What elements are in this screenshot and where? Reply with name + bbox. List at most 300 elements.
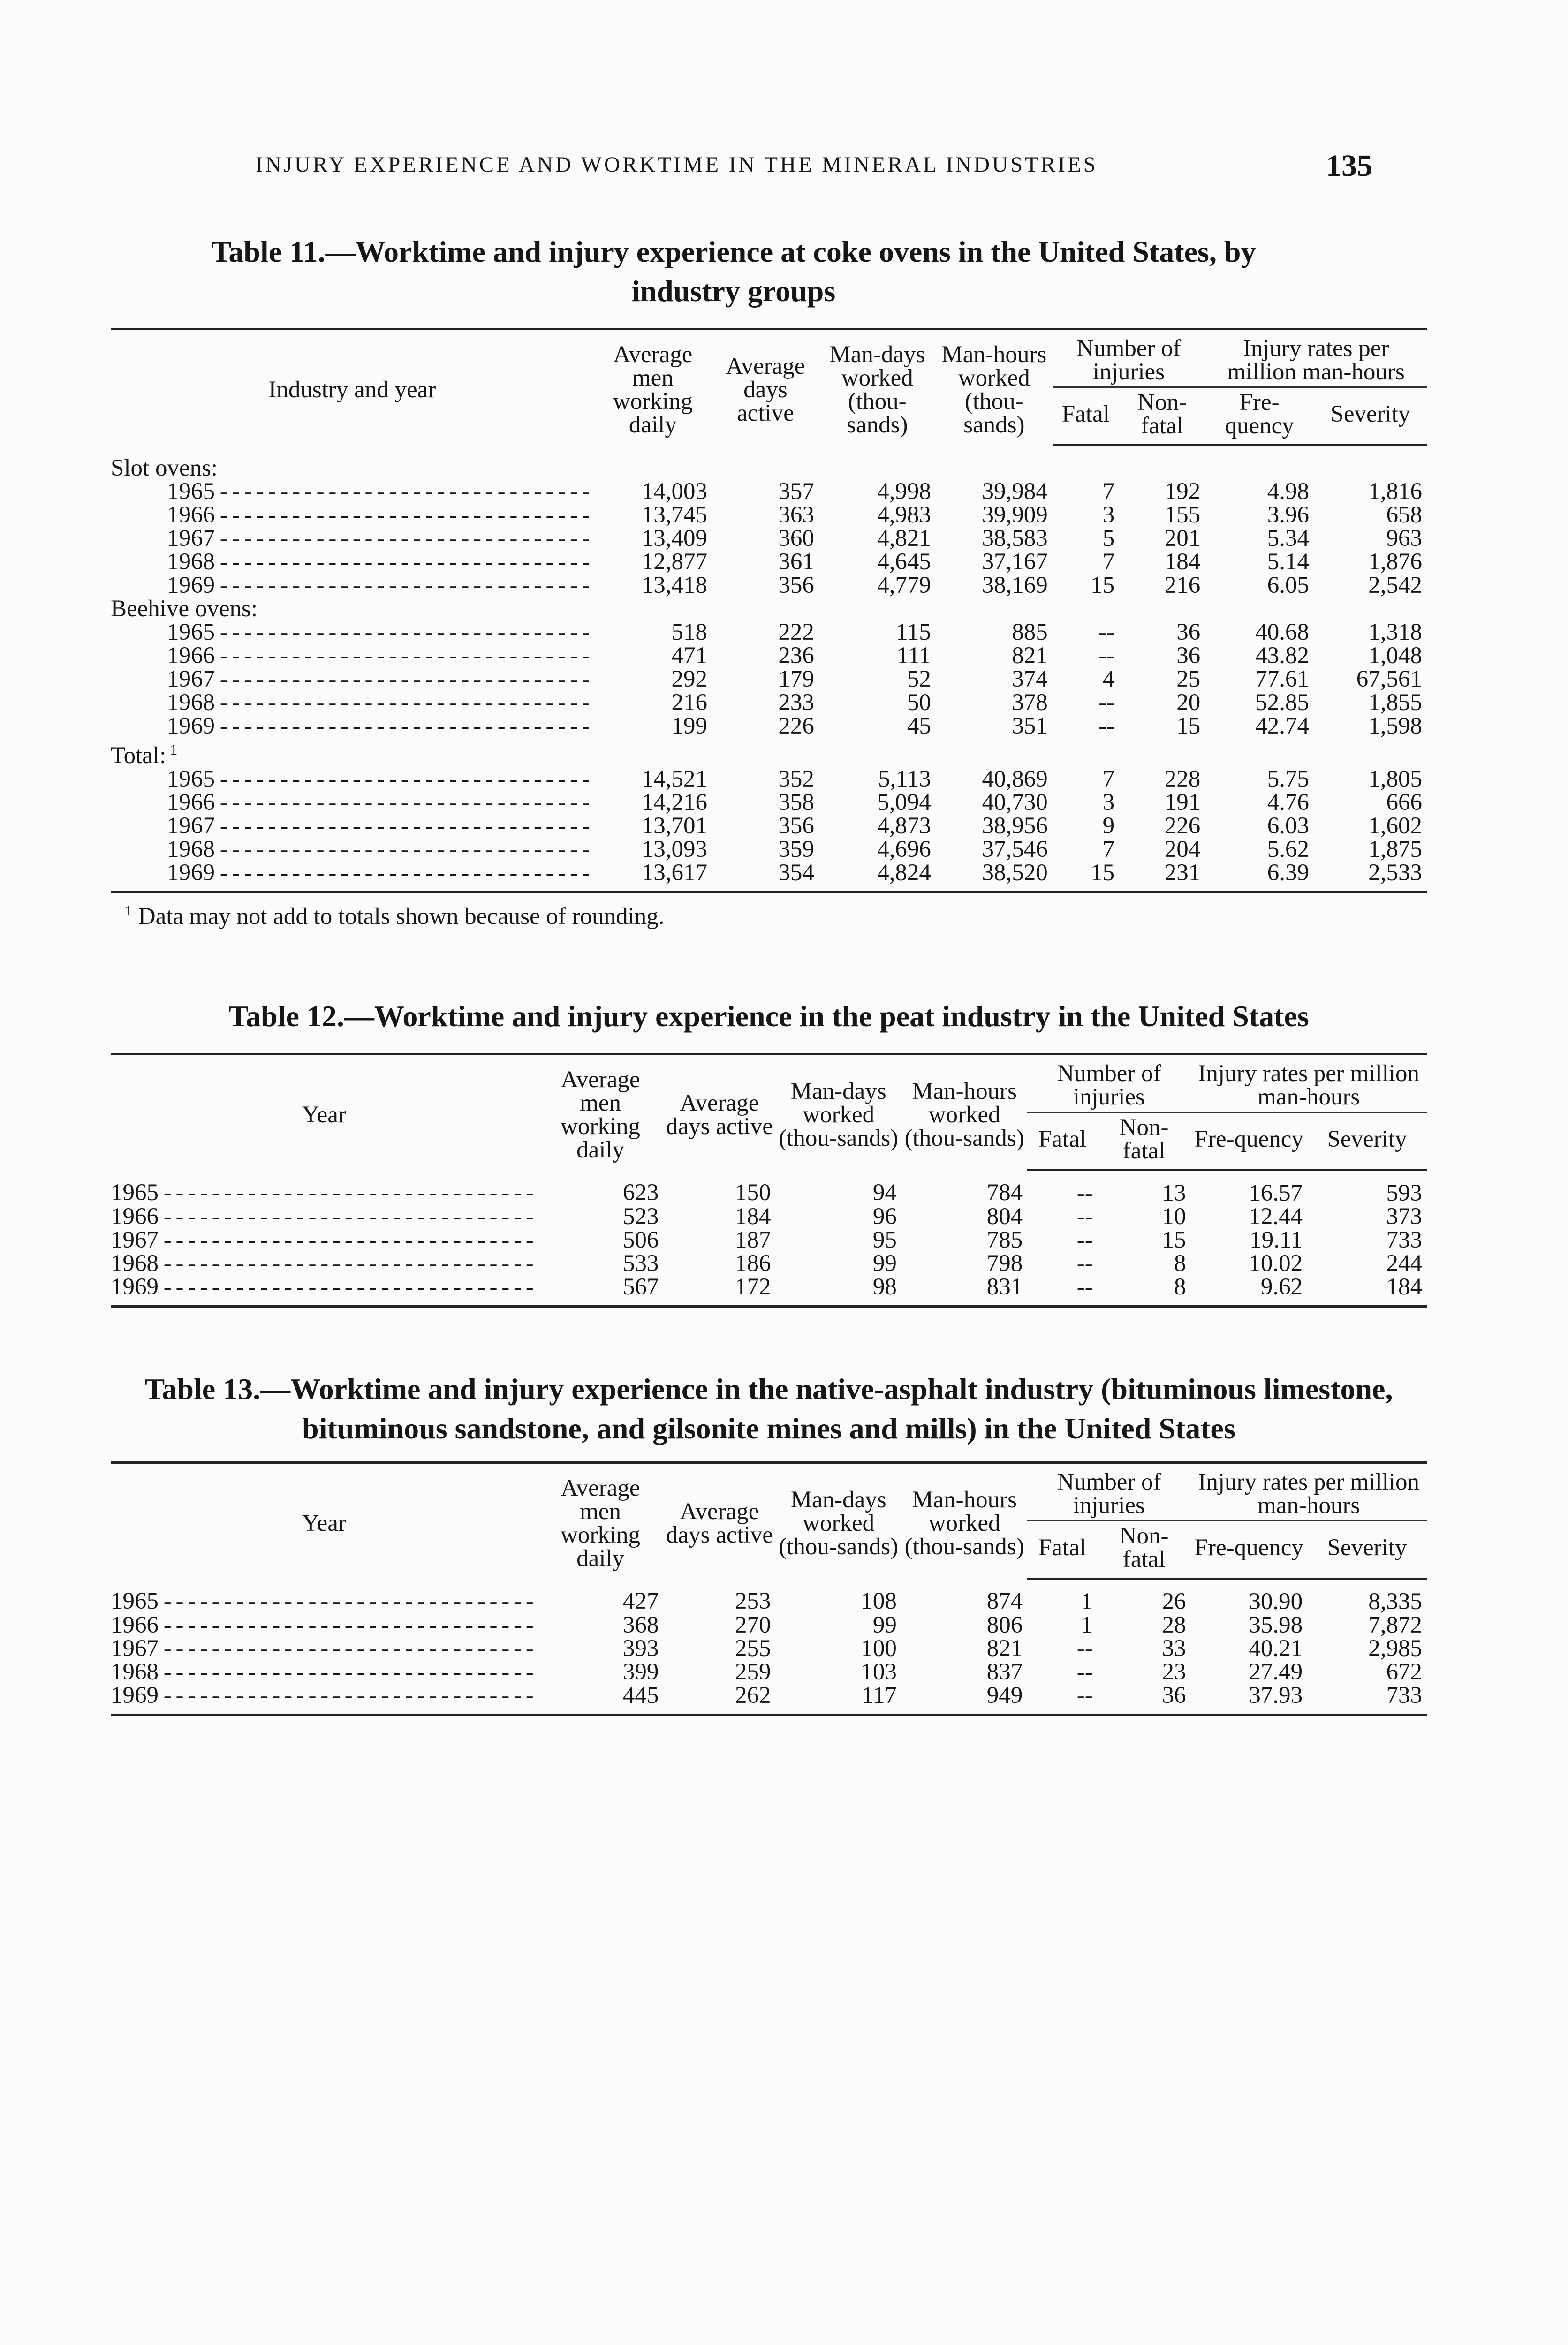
row-label: 1969 - - - xyxy=(111,1274,533,1300)
cell-avg-days: 184 xyxy=(735,1203,771,1230)
row-label: 1968 - - - xyxy=(167,689,589,716)
table-row xyxy=(111,1228,1427,1252)
table-row xyxy=(111,550,1427,574)
cell-frequency: 4.76 xyxy=(1267,789,1309,816)
cell-man-hours: 831 xyxy=(901,1275,1027,1307)
cell-man-hours: 837 xyxy=(986,1659,1023,1685)
table-row xyxy=(111,1205,1427,1228)
cell-fatal: 7 xyxy=(1102,549,1115,575)
cell-year xyxy=(111,480,594,503)
cell-year xyxy=(111,691,594,714)
cell-avg-men: 471 xyxy=(671,643,707,669)
cell-frequency: 10.02 xyxy=(1249,1250,1303,1277)
cell-severity: 1,598 xyxy=(1368,713,1422,739)
cell-man-days: 4,998 xyxy=(877,478,931,505)
cell-avg-days: 356 xyxy=(778,572,814,598)
cell-avg-men: 14,216 xyxy=(641,789,707,816)
cell-frequency: 37.93 xyxy=(1190,1684,1307,1715)
cell-severity: 2,985 xyxy=(1368,1635,1422,1662)
cell-fatal: -- xyxy=(1098,643,1115,669)
table-11-footnote xyxy=(125,902,1427,930)
cell-nonfatal: 192 xyxy=(1164,478,1201,505)
cell-avg-men: 292 xyxy=(671,666,707,692)
cell-year xyxy=(111,1252,538,1275)
cell-severity: 733 xyxy=(1307,1684,1427,1715)
table-11 xyxy=(111,232,1427,930)
cell-frequency: 19.11 xyxy=(1250,1227,1303,1253)
col-header-avg-men: Average men working daily xyxy=(594,329,712,446)
table-row xyxy=(111,1252,1427,1275)
row-label: 1965 - - - xyxy=(167,766,589,792)
cell-year xyxy=(111,714,594,738)
table-row xyxy=(111,503,1427,527)
cell-nonfatal: 26 xyxy=(1162,1589,1186,1615)
cell-avg-days: 360 xyxy=(778,525,814,552)
table-row xyxy=(111,791,1427,814)
row-label: 1968 - - - xyxy=(111,1659,533,1685)
cell-fatal: 5 xyxy=(1102,525,1115,552)
table-12-caption: Table 12.—Worktime and injury experience in the peat industry in the United States xyxy=(228,999,1309,1033)
table-11-grid xyxy=(111,328,1427,893)
cell-severity: 1,602 xyxy=(1368,813,1422,839)
cell-avg-men: 506 xyxy=(622,1227,659,1253)
cell-man-days: 4,645 xyxy=(877,549,931,575)
cell-year xyxy=(111,644,594,667)
cell-severity: 658 xyxy=(1386,502,1422,528)
cell-nonfatal: 184 xyxy=(1164,549,1201,575)
cell-avg-days: 150 xyxy=(735,1180,771,1206)
cell-man-hours: 885 xyxy=(1012,619,1048,645)
col-header-avg-days: Average days active xyxy=(663,1463,775,1579)
col-header-nonfatal: Non-fatal xyxy=(1098,1521,1191,1579)
table-row xyxy=(111,667,1427,691)
col-header-num-injuries: Number of injuries xyxy=(1027,1054,1190,1112)
col-header-avg-days: Average days active xyxy=(712,329,819,446)
cell-severity: 733 xyxy=(1386,1227,1422,1253)
cell-avg-men: 393 xyxy=(622,1635,659,1662)
col-header-fatal: Fatal xyxy=(1053,387,1119,446)
cell-severity: 373 xyxy=(1386,1203,1422,1230)
cell-frequency: 16.57 xyxy=(1249,1180,1303,1206)
cell-frequency: 40.21 xyxy=(1249,1635,1303,1662)
table-row xyxy=(111,714,1427,738)
cell-severity: 67,561 xyxy=(1356,666,1422,692)
cell-avg-days: 356 xyxy=(778,813,814,839)
group-label xyxy=(111,738,1427,767)
table-row xyxy=(111,527,1427,550)
cell-man-days: 50 xyxy=(907,689,931,716)
cell-man-hours: 40,730 xyxy=(982,789,1048,816)
row-label: 1965 - - - xyxy=(167,619,589,645)
cell-avg-men: 567 xyxy=(538,1275,664,1307)
row-label: 1965 - - - xyxy=(111,1588,533,1614)
cell-fatal: -- xyxy=(1076,1203,1093,1230)
cell-frequency: 6.05 xyxy=(1267,572,1309,598)
cell-man-hours: 40,869 xyxy=(982,766,1048,792)
col-header-avg-men: Average men working daily xyxy=(538,1054,664,1171)
cell-man-hours: 784 xyxy=(986,1180,1023,1206)
cell-man-days: 99 xyxy=(872,1612,897,1638)
col-header-avg-days: Average days active xyxy=(663,1054,775,1171)
cell-frequency: 6.03 xyxy=(1267,813,1309,839)
cell-fatal: 1 xyxy=(1081,1589,1093,1615)
table-12-body xyxy=(111,1170,1427,1307)
cell-man-hours: 38,583 xyxy=(982,525,1048,552)
cell-fatal: -- xyxy=(1076,1227,1093,1253)
cell-frequency: 5.34 xyxy=(1267,525,1309,552)
row-label: 1965 - - - xyxy=(167,478,589,505)
cell-avg-days: 270 xyxy=(735,1612,771,1638)
table-row xyxy=(111,767,1427,791)
cell-severity: 1,876 xyxy=(1368,549,1422,575)
cell-frequency: 5.75 xyxy=(1267,766,1309,792)
cell-nonfatal: 13 xyxy=(1162,1180,1186,1206)
cell-frequency: 9.62 xyxy=(1190,1275,1307,1307)
cell-avg-men: 14,521 xyxy=(641,766,707,792)
table-row xyxy=(111,1613,1427,1637)
cell-nonfatal: 204 xyxy=(1164,836,1201,862)
cell-nonfatal: 10 xyxy=(1162,1203,1186,1230)
table-row xyxy=(111,1660,1427,1684)
table-row xyxy=(111,644,1427,667)
cell-avg-days: 172 xyxy=(663,1275,775,1307)
cell-man-days: 4,696 xyxy=(877,836,931,862)
col-header-injury-rates: Injury rates per million man-hours xyxy=(1205,329,1427,387)
cell-man-hours: 37,167 xyxy=(982,549,1048,575)
cell-avg-men: 199 xyxy=(671,713,707,739)
cell-man-days: 4,779 xyxy=(877,572,931,598)
cell-man-days: 117 xyxy=(775,1684,901,1715)
cell-year xyxy=(111,1613,538,1637)
cell-nonfatal: 33 xyxy=(1162,1635,1186,1662)
cell-frequency: 4.98 xyxy=(1267,478,1309,505)
cell-avg-men: 623 xyxy=(622,1180,659,1206)
row-label: 1969 - - - xyxy=(167,713,589,739)
cell-year xyxy=(111,550,594,574)
cell-severity: 1,875 xyxy=(1368,836,1422,862)
cell-avg-days: 259 xyxy=(735,1659,771,1685)
cell-avg-men: 427 xyxy=(622,1588,659,1614)
group-label xyxy=(111,597,1427,620)
row-label: 1967 - - - xyxy=(111,1635,533,1662)
cell-severity: 8,335 xyxy=(1368,1589,1422,1615)
cell-avg-men: 399 xyxy=(622,1659,659,1685)
cell-severity: 593 xyxy=(1386,1180,1422,1206)
cell-frequency: 40.68 xyxy=(1255,619,1309,645)
row-label: 1968 - - - xyxy=(167,549,589,575)
cell-fatal: -- xyxy=(1098,713,1115,739)
cell-man-hours: 38,956 xyxy=(982,813,1048,839)
cell-man-days: 5,113 xyxy=(878,766,931,792)
cell-severity: 963 xyxy=(1386,525,1422,552)
col-header-nonfatal: Non-fatal xyxy=(1098,1112,1191,1171)
cell-avg-days: 354 xyxy=(712,861,819,893)
cell-nonfatal: 201 xyxy=(1164,525,1201,552)
cell-nonfatal: 28 xyxy=(1162,1612,1186,1638)
table-row xyxy=(111,1684,1427,1715)
cell-man-hours: 798 xyxy=(986,1250,1023,1277)
cell-nonfatal: 155 xyxy=(1164,502,1201,528)
cell-nonfatal: 228 xyxy=(1164,766,1201,792)
page-number: 135 xyxy=(1326,149,1372,183)
cell-man-hours: 874 xyxy=(986,1588,1023,1614)
cell-frequency: 12.44 xyxy=(1249,1203,1303,1230)
cell-man-days: 103 xyxy=(861,1659,897,1685)
cell-severity: 1,855 xyxy=(1368,689,1422,716)
cell-avg-men: 368 xyxy=(622,1612,659,1638)
cell-year xyxy=(111,667,594,691)
cell-nonfatal: 8 xyxy=(1174,1250,1186,1277)
cell-year xyxy=(111,574,594,597)
cell-nonfatal: 191 xyxy=(1164,789,1201,816)
cell-avg-days: 222 xyxy=(778,619,814,645)
cell-nonfatal: 23 xyxy=(1162,1659,1186,1685)
cell-avg-days: 186 xyxy=(735,1250,771,1277)
col-header-frequency: Fre-quency xyxy=(1190,1521,1307,1579)
col-header-year: Year xyxy=(111,1463,538,1579)
col-header-severity: Severity xyxy=(1314,387,1427,446)
cell-man-hours: 39,909 xyxy=(982,502,1048,528)
cell-avg-men: 13,617 xyxy=(594,861,712,893)
cell-avg-days: 236 xyxy=(778,643,814,669)
table-row xyxy=(111,1170,1427,1205)
row-label: 1969 - - - xyxy=(167,572,589,598)
cell-avg-men: 13,409 xyxy=(641,525,707,552)
col-header-num-injuries: Number of injuries xyxy=(1053,329,1205,387)
cell-fatal: -- xyxy=(1098,689,1115,716)
group-label-text: Slot ovens: xyxy=(111,455,218,481)
cell-nonfatal: 36 xyxy=(1176,619,1201,645)
col-header-man-hours: Man-hours worked (thou-sands) xyxy=(936,329,1053,446)
cell-year xyxy=(111,1660,538,1684)
cell-man-days: 115 xyxy=(896,619,931,645)
cell-fatal: -- xyxy=(1076,1180,1093,1206)
cell-man-days: 4,873 xyxy=(877,813,931,839)
cell-man-hours: 949 xyxy=(901,1684,1027,1715)
cell-man-hours: 374 xyxy=(1012,666,1048,692)
cell-avg-men: 445 xyxy=(538,1684,664,1715)
cell-frequency: 6.39 xyxy=(1205,861,1314,893)
cell-fatal: 7 xyxy=(1102,478,1115,505)
table-row xyxy=(111,1579,1427,1613)
table-row xyxy=(111,838,1427,861)
group-label-text: Total: xyxy=(111,742,167,769)
table-row xyxy=(111,1275,1427,1307)
cell-avg-men: 216 xyxy=(671,689,707,716)
table-row xyxy=(111,861,1427,893)
row-label: 1968 - - - xyxy=(111,1250,533,1277)
cell-severity: 2,533 xyxy=(1314,861,1427,893)
footnote-mark: 1 xyxy=(125,902,132,919)
row-label: 1966 - - - xyxy=(111,1612,533,1638)
cell-man-days: 98 xyxy=(775,1275,901,1307)
cell-fatal: -- xyxy=(1076,1635,1093,1662)
cell-nonfatal: 15 xyxy=(1176,713,1201,739)
cell-nonfatal: 216 xyxy=(1164,572,1201,598)
col-header-fatal: Fatal xyxy=(1027,1521,1097,1579)
cell-avg-men: 533 xyxy=(622,1250,659,1277)
cell-year xyxy=(111,1637,538,1660)
table-row xyxy=(111,480,1427,503)
row-label: 1966 - - - xyxy=(167,643,589,669)
col-header-frequency: Fre-quency xyxy=(1190,1112,1307,1171)
col-header-man-days: Man-days worked (thou-sands) xyxy=(775,1054,901,1171)
cell-year xyxy=(111,791,594,814)
group-label xyxy=(111,445,1427,480)
cell-frequency: 77.61 xyxy=(1255,666,1309,692)
cell-man-days: 4,983 xyxy=(877,502,931,528)
cell-avg-days: 253 xyxy=(735,1588,771,1614)
footnote-text: Data may not add to totals shown because of rounding. xyxy=(138,903,665,930)
cell-nonfatal: 20 xyxy=(1176,689,1201,716)
cell-fatal: 3 xyxy=(1102,502,1115,528)
cell-fatal: -- xyxy=(1098,619,1115,645)
cell-fatal: -- xyxy=(1076,1250,1093,1277)
cell-year xyxy=(111,1205,538,1228)
cell-severity: 1,048 xyxy=(1368,643,1422,669)
table-12 xyxy=(111,997,1427,1308)
cell-frequency: 30.90 xyxy=(1249,1589,1303,1615)
cell-nonfatal: 226 xyxy=(1164,813,1201,839)
cell-severity: 1,318 xyxy=(1368,619,1422,645)
cell-man-hours: 806 xyxy=(986,1612,1023,1638)
cell-nonfatal: 8 xyxy=(1098,1275,1191,1307)
group-header-row xyxy=(111,738,1427,767)
cell-frequency: 35.98 xyxy=(1249,1612,1303,1638)
running-title: INJURY EXPERIENCE AND WORKTIME IN THE MINERAL INDUSTRIES xyxy=(256,152,1098,177)
table-row xyxy=(111,814,1427,838)
row-label: 1967 - - - xyxy=(167,525,589,552)
cell-severity: 244 xyxy=(1386,1250,1422,1277)
col-header-severity: Severity xyxy=(1307,1112,1427,1171)
cell-man-days: 52 xyxy=(907,666,931,692)
cell-man-hours: 351 xyxy=(1012,713,1048,739)
table-13-caption: Table 13.—Worktime and injury experience in the native-asphalt industry (bituminous limestone, bituminous sandstone, and gilsonite mines and mills) in the United States xyxy=(144,1372,1393,1445)
cell-year xyxy=(111,1170,538,1205)
row-label: 1967 - - - xyxy=(167,666,589,692)
cell-man-days: 94 xyxy=(872,1180,897,1206)
table-13 xyxy=(111,1369,1427,1716)
cell-man-days: 45 xyxy=(907,713,931,739)
cell-man-hours: 821 xyxy=(1012,643,1048,669)
row-label: 1969 - - - xyxy=(111,1682,533,1709)
cell-year xyxy=(111,1228,538,1252)
cell-frequency: 27.49 xyxy=(1249,1659,1303,1685)
cell-avg-men: 12,877 xyxy=(641,549,707,575)
cell-man-days: 99 xyxy=(872,1250,897,1277)
row-label: 1967 - - - xyxy=(111,1227,533,1253)
cell-avg-days: 187 xyxy=(735,1227,771,1253)
cell-avg-days: 357 xyxy=(778,478,814,505)
cell-man-days: 108 xyxy=(861,1588,897,1614)
cell-man-days: 4,824 xyxy=(819,861,936,893)
cell-year xyxy=(111,767,594,791)
group-header-row xyxy=(111,597,1427,620)
cell-severity: 7,872 xyxy=(1368,1612,1422,1638)
cell-avg-days: 226 xyxy=(778,713,814,739)
cell-avg-days: 262 xyxy=(663,1684,775,1715)
col-header-man-days: Man-days worked (thou-sands) xyxy=(819,329,936,446)
col-header-injury-rates: Injury rates per million man-hours xyxy=(1190,1054,1427,1112)
cell-man-hours: 821 xyxy=(986,1635,1023,1662)
cell-avg-men: 13,701 xyxy=(641,813,707,839)
table-13-grid xyxy=(111,1461,1427,1716)
cell-avg-men: 518 xyxy=(671,619,707,645)
cell-year xyxy=(111,620,594,644)
table-row xyxy=(111,620,1427,644)
cell-nonfatal: 36 xyxy=(1098,1684,1191,1715)
cell-year xyxy=(111,814,594,838)
row-label: 1969 - - - xyxy=(167,860,589,886)
cell-frequency: 3.96 xyxy=(1267,502,1309,528)
cell-avg-days: 363 xyxy=(778,502,814,528)
col-header-num-injuries: Number of injuries xyxy=(1027,1463,1190,1521)
table-row xyxy=(111,1637,1427,1660)
cell-year xyxy=(111,1684,538,1715)
cell-avg-men: 13,745 xyxy=(641,502,707,528)
row-label: 1966 - - - xyxy=(111,1203,533,1230)
cell-frequency: 52.85 xyxy=(1255,689,1309,716)
col-header-industry-year: Industry and year xyxy=(111,329,594,446)
table-row xyxy=(111,574,1427,597)
table-row xyxy=(111,691,1427,714)
cell-man-hours: 38,169 xyxy=(982,572,1048,598)
cell-avg-men: 523 xyxy=(622,1203,659,1230)
row-label: 1966 - - - xyxy=(167,789,589,816)
row-label: 1966 - - - xyxy=(167,502,589,528)
cell-avg-days: 233 xyxy=(778,689,814,716)
cell-severity: 184 xyxy=(1307,1275,1427,1307)
cell-avg-days: 179 xyxy=(778,666,814,692)
cell-man-days: 111 xyxy=(897,643,931,669)
cell-avg-days: 352 xyxy=(778,766,814,792)
cell-man-days: 5,094 xyxy=(877,789,931,816)
table-11-caption: Table 11.—Worktime and injury experience at coke ovens in the United States, by industry groups xyxy=(211,235,1256,308)
cell-year xyxy=(111,503,594,527)
row-label: 1967 - - - xyxy=(167,813,589,839)
col-header-fatal: Fatal xyxy=(1027,1112,1097,1171)
cell-man-hours: 785 xyxy=(986,1227,1023,1253)
cell-nonfatal: 25 xyxy=(1176,666,1201,692)
cell-frequency: 5.62 xyxy=(1267,836,1309,862)
cell-man-days: 4,821 xyxy=(877,525,931,552)
col-header-injury-rates: Injury rates per million man-hours xyxy=(1190,1463,1427,1521)
col-header-nonfatal: Non-fatal xyxy=(1119,387,1205,446)
col-header-severity: Severity xyxy=(1307,1521,1427,1579)
cell-avg-days: 358 xyxy=(778,789,814,816)
table-13-body xyxy=(111,1579,1427,1715)
cell-frequency: 42.74 xyxy=(1255,713,1309,739)
cell-nonfatal: 36 xyxy=(1176,643,1201,669)
cell-nonfatal: 15 xyxy=(1162,1227,1186,1253)
cell-year xyxy=(111,1275,538,1307)
cell-man-hours: 37,546 xyxy=(982,836,1048,862)
cell-avg-days: 255 xyxy=(735,1635,771,1662)
cell-avg-days: 361 xyxy=(778,549,814,575)
group-label-text: Beehive ovens: xyxy=(111,596,258,622)
footnote-ref: 1 xyxy=(166,741,178,758)
group-header-row xyxy=(111,445,1427,480)
cell-avg-men: 13,093 xyxy=(641,836,707,862)
cell-frequency: 5.14 xyxy=(1267,549,1309,575)
col-header-avg-men: Average men working daily xyxy=(538,1463,664,1579)
cell-year xyxy=(111,1579,538,1613)
cell-man-days: 96 xyxy=(872,1203,897,1230)
cell-year xyxy=(111,861,594,893)
cell-frequency: 43.82 xyxy=(1255,643,1309,669)
cell-avg-men: 13,418 xyxy=(641,572,707,598)
row-label: 1968 - - - xyxy=(167,836,589,862)
